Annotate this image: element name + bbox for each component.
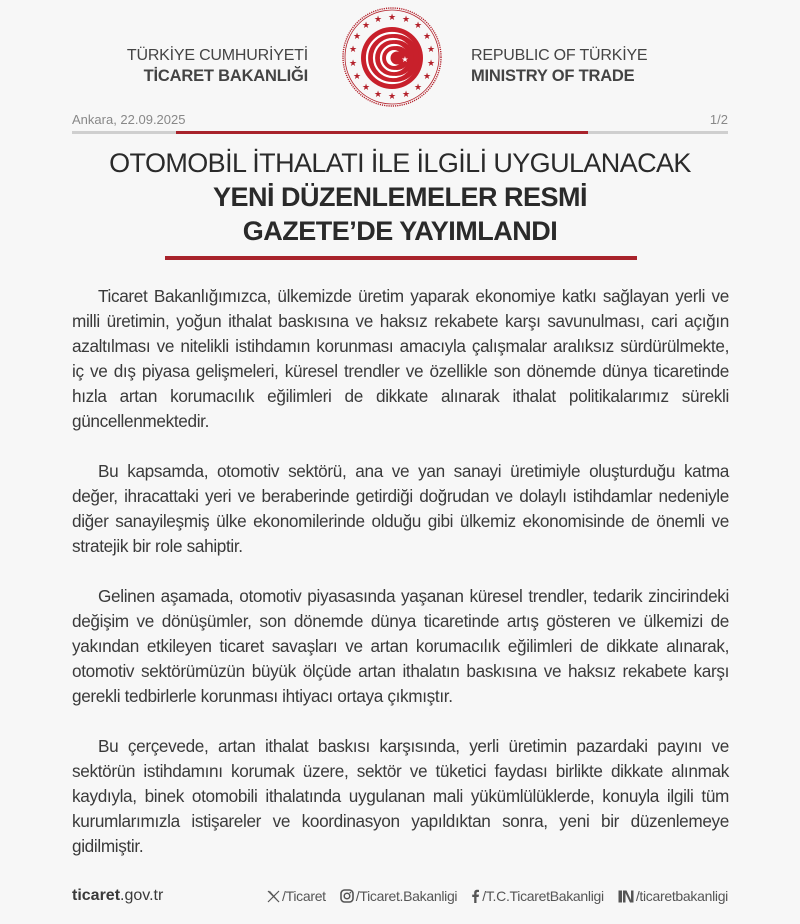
top-divider-red — [176, 131, 588, 134]
svg-text:★: ★ — [422, 72, 432, 82]
header-right-line2: MINISTRY OF TRADE — [471, 67, 635, 85]
svg-text:★: ★ — [413, 83, 423, 93]
svg-text:★: ★ — [387, 92, 397, 102]
social-facebook-handle: /T.C.TicaretBakanligi — [482, 888, 604, 904]
svg-text:★: ★ — [373, 15, 383, 25]
paragraph-1: Ticaret Bakanlığımızca, ülkemizde üretim yaparak ekonomiye katkı sağlayan yerli ve milli üretimin, yoğun ithalat baskısına ve haksız rekabete karşı savunulması, cari açığın azaltılması ve nitelikli istihdamın korunması amacıyla çalışmalar aralıksız sürdürülmekte, iç ve dış piyasa gelişmeleri, küresel trendler ve özellikle son dönemde dünya ticaretinde hızla artan korumacılık eğilimleri de dikkate alınarak ithalat politikalarımız sürekli güncellenmektedir. — [72, 286, 729, 431]
svg-text:★: ★ — [348, 45, 358, 55]
svg-text:★: ★ — [352, 72, 362, 82]
paragraph-2: Bu kapsamda, otomotiv sektörü, ana ve yan sanayi üretimiyle oluşturduğu katma değer, ihracattaki yeri ve beraberinde getirdiği doğrudan ve dolaylı istihdamlar nedeniyle diğer sanayileşmiş ülke ekonomilerinde olduğu gibi ülkemiz ekonomisinde de önemli ve stratejik bir role sahiptir. — [72, 461, 729, 556]
header-left-line1: TÜRKİYE CUMHURİYETİ — [126, 47, 308, 64]
svg-text:★: ★ — [422, 32, 432, 42]
paragraph-4: Bu çerçevede, artan ithalat baskısı karşısında, yerli üretimin pazardaki payını ve sektörün istihdamını korumak üzere, sektör ve tüketici faydası birlikte dikkate alınmak kaydıyla, binek otomobili ithalatında uygulanan mali yükümlülüklerde, konuyla ilgili tüm kurumlarımızla istişareler ve koordinasyon yapıldıktan sonra, yeni bir düzenlemeye gidilmiştir. — [72, 736, 729, 856]
footer — [72, 882, 728, 912]
header-right-line1: REPUBLIC OF TÜRKİYE — [471, 47, 648, 64]
title-line-2: YENİ DÜZENLEMELER RESMİ — [212, 182, 588, 212]
paragraph-3: Gelinen aşamada, otomotiv piyasasında yaşanan küresel trendler, tedarik zincirindeki değişim ve dönüşümler, son dönemde dünya ticaretinde artış gösteren ve ülkemizi de yakından etkileyen ticaret savaşları ve artan korumacılık eğilimleri de dikkate alınarak, otomotiv sektörümüzün büyük ölçüde artan ithalatın baskısına ve haksız rekabete karşı gerekli tedbirlerle korunması ihtiyacı ortaya çıkmıştır. — [72, 586, 729, 706]
svg-text:★: ★ — [401, 55, 409, 64]
letterhead — [0, 0, 800, 115]
document-date: Ankara, 22.09.2025 — [72, 112, 186, 127]
title-line-3: GAZETE’DE YAYIMLANDI — [242, 216, 558, 246]
svg-text:★: ★ — [401, 90, 411, 100]
svg-text:★: ★ — [361, 21, 371, 31]
title-divider-red — [165, 256, 637, 260]
social-x-handle: /Ticaret — [282, 888, 326, 904]
svg-text:★: ★ — [401, 15, 411, 25]
svg-text:★: ★ — [352, 32, 362, 42]
social-facebook[interactable] — [471, 888, 604, 904]
svg-text:★: ★ — [361, 83, 371, 93]
page-number: 1/2 — [709, 112, 728, 127]
svg-text:★: ★ — [413, 21, 423, 31]
ministry-emblem-icon — [341, 6, 443, 108]
x-icon — [267, 890, 280, 903]
website-link[interactable] — [72, 887, 163, 905]
social-instagram-handle: /Ticaret.Bakanligi — [355, 888, 458, 904]
social-x[interactable] — [267, 888, 326, 904]
website-domain-rest: .gov.tr — [120, 887, 164, 904]
svg-text:★: ★ — [426, 45, 436, 55]
social-instagram[interactable] — [340, 888, 457, 904]
header-right-block — [471, 46, 647, 86]
website-domain-bold: ticaret — [72, 887, 121, 904]
document-meta — [72, 112, 728, 132]
svg-text:★: ★ — [387, 13, 397, 23]
social-links — [267, 888, 728, 904]
svg-text:★: ★ — [426, 59, 436, 69]
svg-text:★: ★ — [348, 59, 358, 69]
instagram-icon — [340, 889, 354, 903]
social-nsosyal-handle: /ticaretbakanligi — [635, 888, 728, 904]
nsosyal-icon — [618, 890, 634, 903]
facebook-icon — [471, 889, 480, 903]
social-nsosyal[interactable] — [618, 888, 728, 904]
title-line-1: OTOMOBİL İTHALATI İLE İLGİLİ UYGULANACAK — [109, 148, 691, 178]
header-left-block — [127, 46, 308, 86]
press-release-title — [0, 146, 800, 248]
header-left-line2: TİCARET BAKANLIĞI — [143, 67, 308, 85]
svg-text:★: ★ — [373, 90, 383, 100]
press-release-body — [72, 284, 729, 884]
